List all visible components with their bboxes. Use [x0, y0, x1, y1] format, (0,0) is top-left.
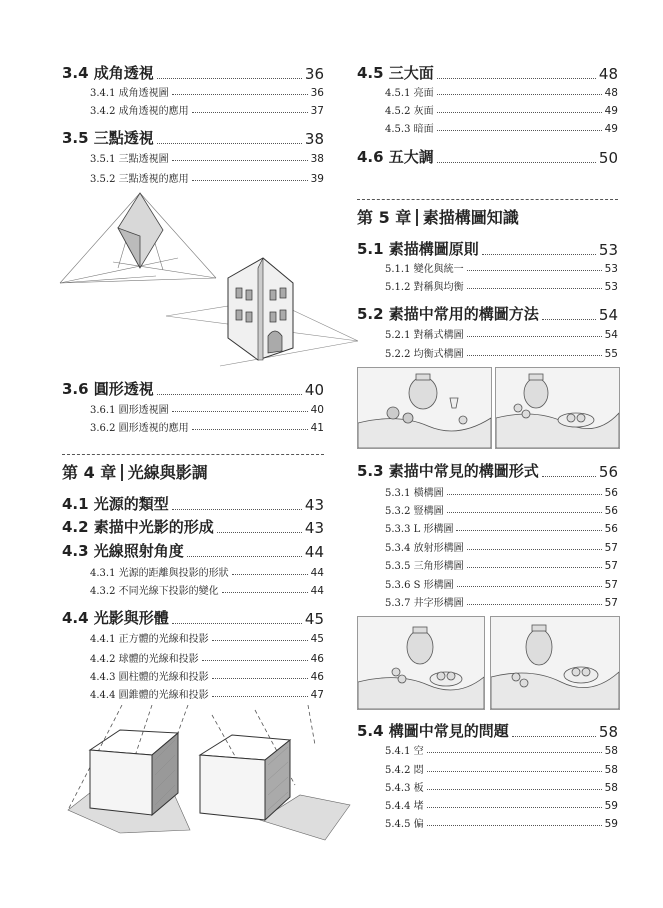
leader-dots	[212, 696, 308, 697]
toc-entry[interactable]	[385, 557, 618, 572]
toc-entry[interactable]	[357, 460, 618, 481]
toc-entry[interactable]	[385, 761, 618, 776]
toc-entry[interactable]	[357, 62, 618, 83]
chapter-heading	[62, 460, 208, 483]
toc-entry[interactable]	[385, 326, 618, 341]
cube-shadow-illustration	[60, 705, 360, 875]
entry-page: 44	[304, 543, 324, 561]
entry-label: 5.2.1 對稱式構圖	[385, 330, 464, 341]
toc-entry[interactable]	[385, 520, 618, 535]
entry-label: 4.4 光影與形體	[62, 609, 169, 627]
entry-page: 47	[310, 689, 324, 701]
toc-entry[interactable]	[357, 720, 618, 741]
entry-page: 46	[310, 653, 324, 665]
entry-label: 5.3.1 橫構圖	[385, 488, 444, 499]
leader-dots	[542, 476, 596, 477]
leader-dots	[482, 254, 596, 255]
entry-page: 57	[604, 597, 618, 609]
leader-dots	[467, 288, 602, 289]
leader-dots	[427, 752, 602, 753]
leader-dots	[427, 807, 602, 808]
leader-dots	[467, 604, 602, 605]
toc-entry[interactable]	[90, 582, 324, 597]
still-life-sketch	[490, 616, 620, 710]
toc-entry[interactable]	[357, 146, 618, 167]
entry-label: 5.4.1 空	[385, 746, 424, 757]
toc-entry[interactable]	[385, 484, 618, 499]
leader-dots	[157, 143, 302, 144]
entry-page: 59	[604, 800, 618, 812]
toc-entry[interactable]	[385, 779, 618, 794]
chapter-title: 素描構圖知識	[422, 208, 519, 227]
leader-dots	[467, 549, 602, 550]
entry-page: 55	[604, 348, 618, 360]
entry-page: 58	[604, 745, 618, 757]
entry-page: 40	[304, 381, 324, 399]
entry-page: 58	[604, 764, 618, 776]
toc-entry[interactable]	[62, 540, 324, 561]
toc-entry[interactable]	[90, 419, 324, 434]
toc-entry[interactable]	[385, 260, 618, 275]
toc-entry[interactable]	[62, 493, 324, 514]
toc-entry[interactable]	[90, 650, 324, 665]
toc-entry[interactable]	[62, 127, 324, 148]
entry-page: 53	[604, 263, 618, 275]
toc-entry[interactable]	[90, 170, 324, 185]
toc-entry[interactable]	[90, 401, 324, 416]
toc-entry[interactable]	[62, 62, 324, 83]
entry-label: 4.5.3 暗面	[385, 124, 434, 135]
leader-dots	[467, 270, 602, 271]
entry-label: 5.2.2 均衡式構圖	[385, 349, 464, 360]
entry-label: 5.1 素描構圖原則	[357, 240, 479, 258]
entry-label: 5.1.1 變化與統一	[385, 264, 464, 275]
leader-dots	[447, 512, 602, 513]
still-life-sketch	[495, 367, 620, 449]
entry-page: 58	[598, 723, 618, 741]
entry-label: 4.1 光源的類型	[62, 495, 169, 513]
entry-page: 57	[604, 560, 618, 572]
chapter-rule	[357, 199, 618, 200]
entry-page: 48	[604, 87, 618, 99]
entry-label: 4.2 素描中光影的形成	[62, 518, 214, 536]
entry-page: 44	[310, 585, 324, 597]
leader-dots	[232, 574, 308, 575]
entry-page: 56	[604, 487, 618, 499]
entry-page: 56	[604, 505, 618, 517]
entry-label: 4.4.3 圓柱體的光線和投影	[90, 672, 209, 683]
entry-label: 5.3.3 L 形構圖	[385, 524, 454, 535]
chapter-heading	[357, 205, 519, 228]
toc-entry[interactable]	[62, 378, 324, 399]
entry-page: 56	[604, 523, 618, 535]
toc-entry[interactable]	[385, 102, 618, 117]
still-life-sketch	[357, 367, 492, 449]
entry-label: 5.4.5 偏	[385, 819, 424, 830]
leader-dots	[172, 623, 302, 624]
toc-entry[interactable]	[357, 238, 618, 259]
entry-page: 56	[598, 463, 618, 481]
entry-page: 43	[304, 519, 324, 537]
entry-page: 45	[310, 633, 324, 645]
entry-page: 36	[304, 65, 324, 83]
toc-entry[interactable]	[62, 607, 324, 628]
leader-dots	[437, 130, 602, 131]
leader-dots	[172, 411, 308, 412]
entry-label: 5.4.2 悶	[385, 765, 424, 776]
toc-entry[interactable]	[385, 84, 618, 99]
toc-entry[interactable]	[90, 102, 324, 117]
leader-dots	[437, 78, 596, 79]
entry-label: 5.4.3 板	[385, 783, 424, 794]
entry-label: 3.4.1 成角透視圖	[90, 88, 169, 99]
entry-label: 3.4 成角透視	[62, 64, 154, 82]
toc-entry[interactable]	[90, 686, 324, 701]
leader-dots	[427, 789, 602, 790]
entry-label: 3.6.1 圓形透視圖	[90, 405, 169, 416]
entry-label: 5.3.2 豎構圖	[385, 506, 444, 517]
entry-page: 50	[598, 149, 618, 167]
leader-dots	[212, 640, 308, 641]
toc-entry[interactable]	[385, 797, 618, 812]
entry-label: 5.3.6 S 形構圖	[385, 580, 454, 591]
entry-page: 54	[598, 306, 618, 324]
toc-entry[interactable]	[385, 742, 618, 757]
entry-page: 40	[310, 404, 324, 416]
leader-dots	[157, 394, 302, 395]
entry-page: 46	[310, 671, 324, 683]
toc-entry[interactable]	[357, 303, 618, 324]
toc-entry[interactable]	[385, 594, 618, 609]
toc-entry[interactable]	[385, 815, 618, 830]
entry-label: 5.3.5 三角形構圖	[385, 561, 464, 572]
toc-entry[interactable]	[90, 150, 324, 165]
entry-page: 49	[604, 105, 618, 117]
entry-label: 5.4 構圖中常見的問題	[357, 722, 509, 740]
entry-page: 53	[604, 281, 618, 293]
entry-page: 39	[310, 173, 324, 185]
leader-dots	[467, 355, 602, 356]
toc-entry[interactable]	[90, 630, 324, 645]
leader-dots	[192, 180, 308, 181]
entry-page: 38	[310, 153, 324, 165]
toc-entry[interactable]	[90, 668, 324, 683]
entry-page: 58	[604, 782, 618, 794]
entry-page: 48	[598, 65, 618, 83]
chapter-bar	[416, 209, 418, 226]
entry-page: 49	[604, 123, 618, 135]
entry-label: 5.2 素描中常用的構圖方法	[357, 305, 539, 323]
entry-page: 44	[310, 567, 324, 579]
toc-entry[interactable]	[62, 516, 324, 537]
entry-label: 4.3.2 不同光線下投影的變化	[90, 586, 219, 597]
leader-dots	[427, 771, 602, 772]
leader-dots	[437, 94, 602, 95]
entry-page: 38	[304, 130, 324, 148]
still-life-sketch	[357, 616, 485, 710]
chapter-title: 光線與影調	[127, 463, 208, 482]
leader-dots	[187, 556, 302, 557]
entry-page: 54	[604, 329, 618, 341]
entry-label: 3.5.1 三點透視圖	[90, 154, 169, 165]
toc-entry[interactable]	[385, 278, 618, 293]
leader-dots	[512, 736, 596, 737]
chapter-number: 第 4 章	[62, 463, 117, 482]
entry-label: 4.5.2 灰面	[385, 106, 434, 117]
leader-dots	[212, 678, 308, 679]
leader-dots	[447, 494, 602, 495]
leader-dots	[172, 160, 308, 161]
entry-page: 41	[310, 422, 324, 434]
entry-label: 4.3 光線照射角度	[62, 542, 184, 560]
chapter-number: 第 5 章	[357, 208, 412, 227]
entry-page: 36	[310, 87, 324, 99]
leader-dots	[427, 825, 602, 826]
leader-dots	[192, 429, 308, 430]
toc-entry[interactable]	[385, 120, 618, 135]
leader-dots	[467, 336, 602, 337]
toc-entry[interactable]	[385, 502, 618, 517]
entry-label: 5.3.7 井字形構圖	[385, 598, 464, 609]
entry-label: 4.4.4 圓錐體的光線和投影	[90, 690, 209, 701]
chapter-bar	[121, 464, 123, 481]
leader-dots	[222, 592, 308, 593]
leader-dots	[172, 94, 308, 95]
leader-dots	[192, 112, 308, 113]
chapter-rule	[62, 454, 324, 455]
entry-page: 37	[310, 105, 324, 117]
leader-dots	[467, 567, 602, 568]
entry-label: 5.4.4 堵	[385, 801, 424, 812]
toc-entry[interactable]	[385, 345, 618, 360]
entry-label: 3.5.2 三點透視的應用	[90, 174, 189, 185]
leader-dots	[217, 532, 302, 533]
entry-page: 57	[604, 542, 618, 554]
entry-page: 57	[604, 579, 618, 591]
entry-page: 53	[598, 241, 618, 259]
toc-entry[interactable]	[385, 576, 618, 591]
leader-dots	[437, 112, 602, 113]
leader-dots	[157, 78, 302, 79]
entry-page: 45	[304, 610, 324, 628]
leader-dots	[172, 509, 302, 510]
entry-label: 4.5 三大面	[357, 64, 434, 82]
leader-dots	[457, 586, 602, 587]
leader-dots	[456, 530, 601, 531]
toc-entry[interactable]	[90, 84, 324, 99]
entry-label: 3.4.2 成角透視的應用	[90, 106, 189, 117]
leader-dots	[542, 319, 596, 320]
entry-label: 4.6 五大調	[357, 148, 434, 166]
entry-label: 5.3 素描中常見的構圖形式	[357, 462, 539, 480]
entry-page: 59	[604, 818, 618, 830]
toc-entry[interactable]	[90, 564, 324, 579]
entry-label: 4.4.1 正方體的光線和投影	[90, 634, 209, 645]
entry-label: 4.4.2 球體的光線和投影	[90, 654, 199, 665]
entry-label: 4.3.1 光源的距離與投影的形狀	[90, 568, 229, 579]
entry-label: 5.1.2 對稱與均衡	[385, 282, 464, 293]
leader-dots	[437, 162, 596, 163]
toc-entry[interactable]	[385, 539, 618, 554]
leader-dots	[202, 660, 308, 661]
entry-label: 4.5.1 亮面	[385, 88, 434, 99]
entry-label: 3.6.2 圓形透視的應用	[90, 423, 189, 434]
entry-label: 5.3.4 放射形構圖	[385, 543, 464, 554]
entry-label: 3.6 圓形透視	[62, 380, 154, 398]
three-point-perspective-illustration	[58, 188, 358, 368]
entry-page: 43	[304, 496, 324, 514]
entry-label: 3.5 三點透視	[62, 129, 154, 147]
